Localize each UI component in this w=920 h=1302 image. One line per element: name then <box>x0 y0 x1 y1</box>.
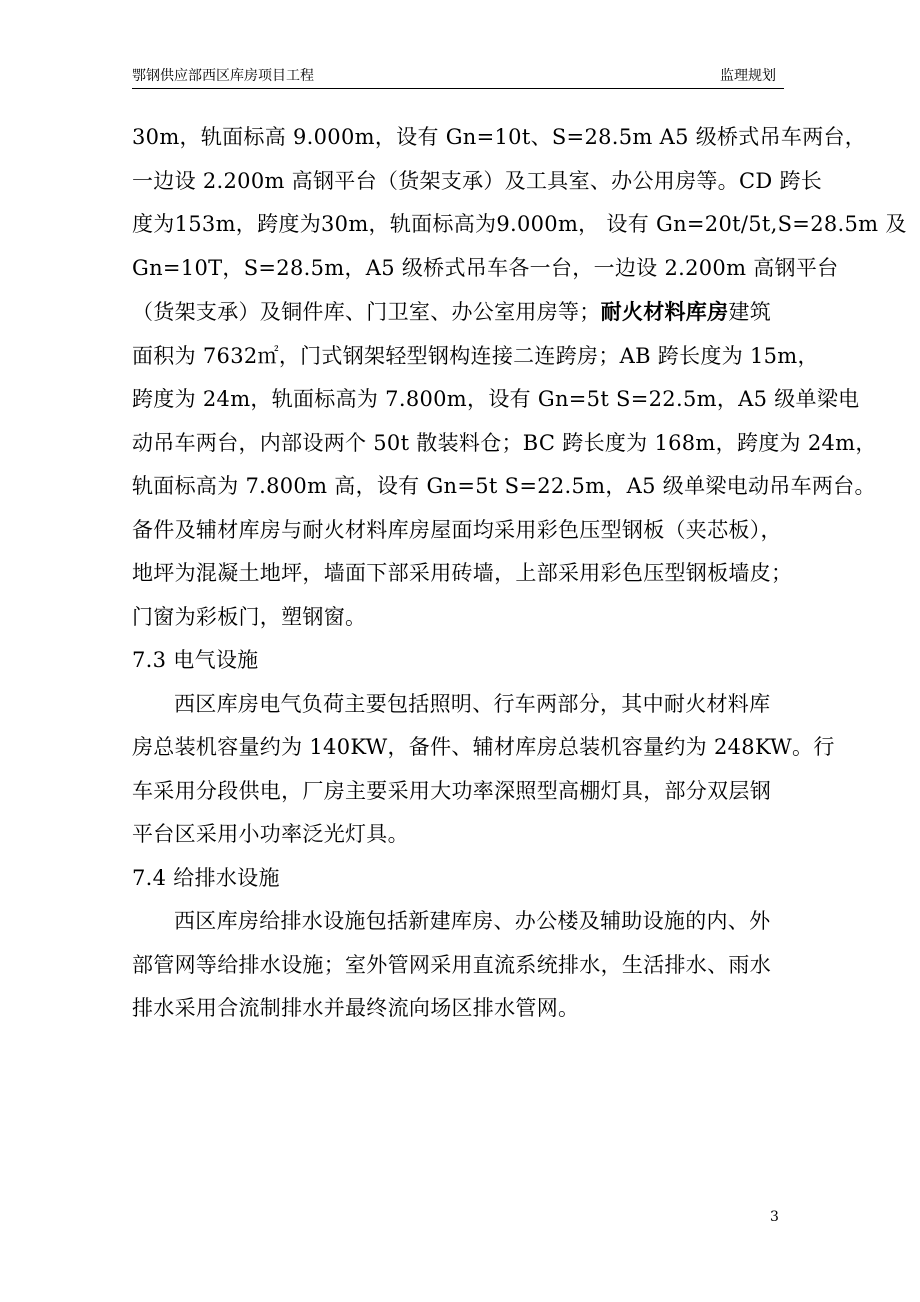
bold-term-refractory-warehouse: 耐火材料库房 <box>600 299 729 324</box>
text-line: 排水采用合流制排水并最终流向场区排水管网。 <box>132 996 580 1020</box>
text-line: 跨度为 24m，轨面标高为 7.800m，设有 Gn=5t S=22.5m，A5 级单梁电 <box>132 387 860 411</box>
paragraph-electrical <box>132 683 835 857</box>
page-number: 3 <box>770 1209 779 1225</box>
document-body <box>132 116 907 1031</box>
text-line: Gn=10T，S=28.5m，A5 级桥式吊车各一台，一边设 2.200m 高钢平台 <box>132 255 839 280</box>
text-line: 轨面标高为 7.800m 高，设有 Gn=5t S=22.5m，A5 级单梁电动吊车两台。 <box>132 474 876 498</box>
paragraph-water <box>132 900 792 1031</box>
page-header <box>132 66 784 89</box>
text-line: 度为153m，跨度为30m，轨面标高为9.000m， 设有 Gn=20t/5t,S=28.5m 及 <box>132 212 907 236</box>
text-line: 平台区采用小功率泛光灯具。 <box>132 822 409 846</box>
paragraph-building-specs <box>132 116 907 639</box>
section-heading-water: 7.4 给排水设施 <box>132 865 280 890</box>
text-line: 面积为 7632㎡，门式钢架轻型钢构连接二连跨房；AB 跨长度为 15m， <box>132 343 819 368</box>
text-line: 部管网等给排水设施；室外管网采用直流系统排水，生活排水、雨水 <box>132 952 771 977</box>
header-document-type: 监理规划 <box>720 68 776 84</box>
text-line <box>132 290 792 335</box>
text-line: 门窗为彩板门，塑钢窗。 <box>132 604 367 629</box>
text-line: 车采用分段供电，厂房主要采用大功率深照型高棚灯具，部分双层钢 <box>132 778 771 803</box>
text-line: 动吊车两台，内部设两个 50t 散装料仓；BC 跨长度为 168m，跨度为 24m， <box>132 430 877 455</box>
text-line: 西区库房电气负荷主要包括照明、行车两部分，其中耐火材料库 <box>174 691 771 716</box>
text-segment: 建筑 <box>728 300 772 324</box>
section-heading-electrical: 7.3 电气设施 <box>132 648 259 672</box>
text-line: 备件及辅材库房与耐火材料库房屋面均采用彩色压型钢板（夹芯板）， <box>132 517 782 542</box>
text-line: 房总装机容量约为 140KW，备件、辅材库房总装机容量约为 248KW。行 <box>132 735 835 759</box>
text-segment: （货架支承）及铜件库、门卫室、办公室用房等； <box>132 300 601 324</box>
text-line: 30m，轨面标高 9.000m，设有 Gn=10t、S=28.5m A5 级桥式吊车两台， <box>132 125 867 149</box>
text-line: 一边设 2.200m 高钢平台（货架支承）及工具室、办公用房等。CD 跨长 <box>132 168 823 193</box>
text-line: 地坪为混凝土地坪，墙面下部采用砖墙，上部采用彩色压型钢板墙皮； <box>132 561 793 585</box>
header-project-title: 鄂钢供应部西区库房项目工程 <box>132 68 314 84</box>
text-line: 西区库房给排水设施包括新建库房、办公楼及辅助设施的内、外 <box>174 909 771 933</box>
